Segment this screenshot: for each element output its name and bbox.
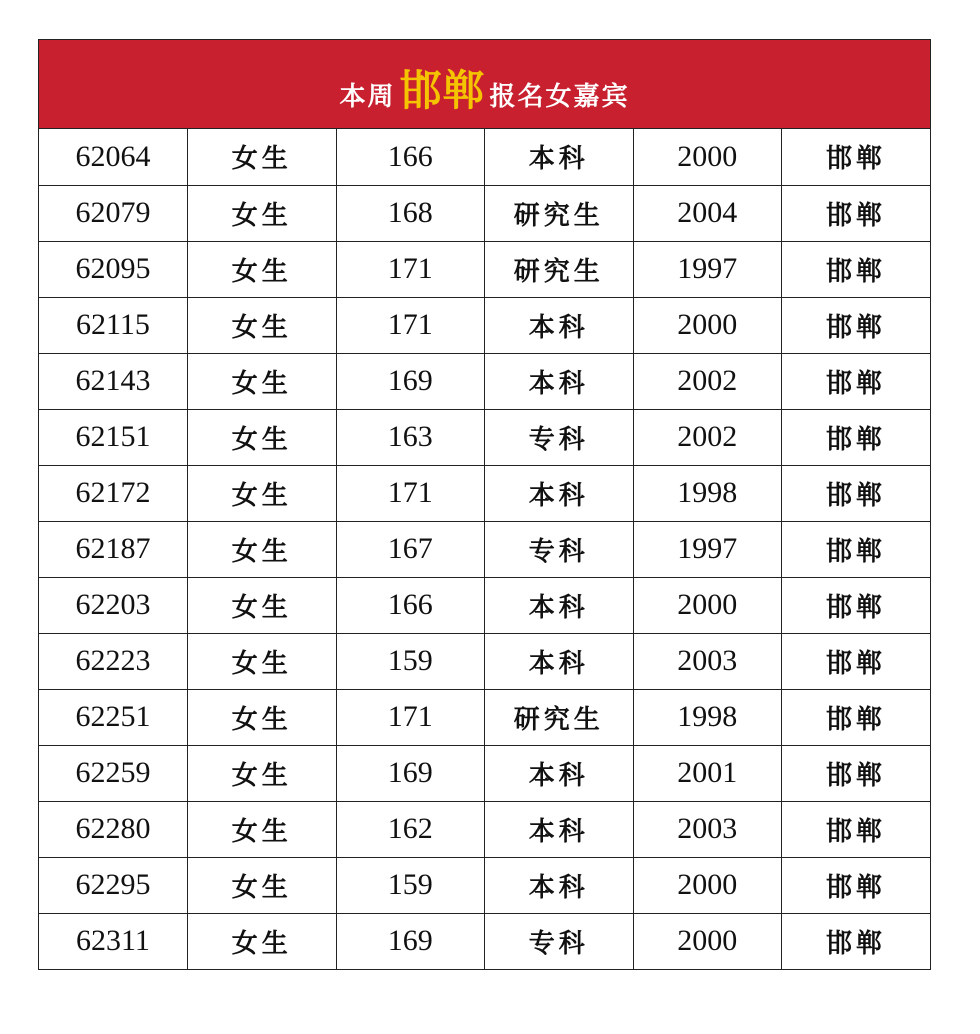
cell-birth-year: 2000 xyxy=(633,129,782,185)
cell-city: 邯郸 xyxy=(782,297,931,353)
cell-gender: 女生 xyxy=(188,913,337,969)
table-row xyxy=(39,689,930,745)
banner-city: 邯郸 xyxy=(399,66,486,115)
cell-id: 62095 xyxy=(39,241,188,297)
table-row xyxy=(39,801,930,857)
cell-id: 62151 xyxy=(39,409,188,465)
cell-height: 166 xyxy=(336,577,485,633)
cell-birth-year: 2002 xyxy=(633,409,782,465)
table-row xyxy=(39,129,930,185)
cell-id: 62172 xyxy=(39,465,188,521)
cell-id: 62079 xyxy=(39,185,188,241)
cell-height: 169 xyxy=(336,353,485,409)
table-row xyxy=(39,745,930,801)
cell-height: 159 xyxy=(336,633,485,689)
table-row xyxy=(39,633,930,689)
cell-gender: 女生 xyxy=(188,185,337,241)
cell-education: 本科 xyxy=(485,633,634,689)
cell-height: 166 xyxy=(336,129,485,185)
cell-city: 邯郸 xyxy=(782,745,931,801)
cell-id: 62223 xyxy=(39,633,188,689)
cell-education: 本科 xyxy=(485,353,634,409)
cell-city: 邯郸 xyxy=(782,521,931,577)
cell-education: 专科 xyxy=(485,521,634,577)
cell-birth-year: 2000 xyxy=(633,297,782,353)
cell-city: 邯郸 xyxy=(782,185,931,241)
banner-prefix: 本周 xyxy=(339,82,396,112)
table-row xyxy=(39,353,930,409)
table-row xyxy=(39,409,930,465)
cell-id: 62143 xyxy=(39,353,188,409)
table-row xyxy=(39,913,930,969)
cell-id: 62280 xyxy=(39,801,188,857)
cell-gender: 女生 xyxy=(188,409,337,465)
cell-birth-year: 2004 xyxy=(633,185,782,241)
table-row xyxy=(39,297,930,353)
table-row xyxy=(39,465,930,521)
cell-birth-year: 2002 xyxy=(633,353,782,409)
guest-table xyxy=(39,129,930,969)
cell-birth-year: 1997 xyxy=(633,521,782,577)
cell-id: 62311 xyxy=(39,913,188,969)
cell-city: 邯郸 xyxy=(782,409,931,465)
cell-education: 本科 xyxy=(485,745,634,801)
cell-height: 169 xyxy=(336,745,485,801)
cell-birth-year: 1998 xyxy=(633,689,782,745)
cell-city: 邯郸 xyxy=(782,129,931,185)
cell-birth-year: 2000 xyxy=(633,857,782,913)
cell-height: 162 xyxy=(336,801,485,857)
cell-education: 本科 xyxy=(485,857,634,913)
cell-id: 62295 xyxy=(39,857,188,913)
cell-id: 62187 xyxy=(39,521,188,577)
cell-gender: 女生 xyxy=(188,521,337,577)
cell-city: 邯郸 xyxy=(782,353,931,409)
cell-education: 本科 xyxy=(485,801,634,857)
cell-height: 171 xyxy=(336,297,485,353)
cell-gender: 女生 xyxy=(188,577,337,633)
cell-gender: 女生 xyxy=(188,745,337,801)
cell-education: 研究生 xyxy=(485,185,634,241)
cell-id: 62115 xyxy=(39,297,188,353)
cell-city: 邯郸 xyxy=(782,857,931,913)
cell-birth-year: 2003 xyxy=(633,801,782,857)
cell-height: 163 xyxy=(336,409,485,465)
cell-birth-year: 1997 xyxy=(633,241,782,297)
cell-education: 研究生 xyxy=(485,689,634,745)
table-row xyxy=(39,241,930,297)
cell-gender: 女生 xyxy=(188,129,337,185)
table-row xyxy=(39,521,930,577)
cell-education: 本科 xyxy=(485,129,634,185)
cell-gender: 女生 xyxy=(188,297,337,353)
cell-birth-year: 1998 xyxy=(633,465,782,521)
cell-gender: 女生 xyxy=(188,857,337,913)
cell-height: 168 xyxy=(336,185,485,241)
cell-city: 邯郸 xyxy=(782,465,931,521)
banner-suffix: 报名女嘉宾 xyxy=(489,82,630,112)
banner-title xyxy=(339,58,629,118)
cell-city: 邯郸 xyxy=(782,689,931,745)
cell-gender: 女生 xyxy=(188,689,337,745)
cell-city: 邯郸 xyxy=(782,633,931,689)
cell-gender: 女生 xyxy=(188,633,337,689)
registration-sheet xyxy=(38,39,931,970)
cell-id: 62203 xyxy=(39,577,188,633)
cell-birth-year: 2003 xyxy=(633,633,782,689)
cell-birth-year: 2000 xyxy=(633,577,782,633)
cell-birth-year: 2001 xyxy=(633,745,782,801)
cell-education: 专科 xyxy=(485,409,634,465)
table-row xyxy=(39,857,930,913)
cell-gender: 女生 xyxy=(188,353,337,409)
cell-education: 专科 xyxy=(485,913,634,969)
cell-education: 本科 xyxy=(485,465,634,521)
cell-gender: 女生 xyxy=(188,801,337,857)
title-banner xyxy=(39,40,930,129)
cell-height: 167 xyxy=(336,521,485,577)
cell-height: 171 xyxy=(336,241,485,297)
cell-birth-year: 2000 xyxy=(633,913,782,969)
cell-education: 本科 xyxy=(485,577,634,633)
cell-city: 邯郸 xyxy=(782,577,931,633)
cell-height: 169 xyxy=(336,913,485,969)
cell-education: 研究生 xyxy=(485,241,634,297)
cell-education: 本科 xyxy=(485,297,634,353)
cell-height: 171 xyxy=(336,689,485,745)
cell-city: 邯郸 xyxy=(782,801,931,857)
table-row xyxy=(39,577,930,633)
cell-height: 171 xyxy=(336,465,485,521)
cell-city: 邯郸 xyxy=(825,928,886,959)
table-row xyxy=(39,185,930,241)
cell-gender: 女生 xyxy=(188,465,337,521)
cell-gender: 女生 xyxy=(188,241,337,297)
cell-id: 62251 xyxy=(39,689,188,745)
cell-id: 62259 xyxy=(39,745,188,801)
cell-id: 62064 xyxy=(39,129,188,185)
cell-height: 159 xyxy=(336,857,485,913)
cell-city: 邯郸 xyxy=(782,241,931,297)
